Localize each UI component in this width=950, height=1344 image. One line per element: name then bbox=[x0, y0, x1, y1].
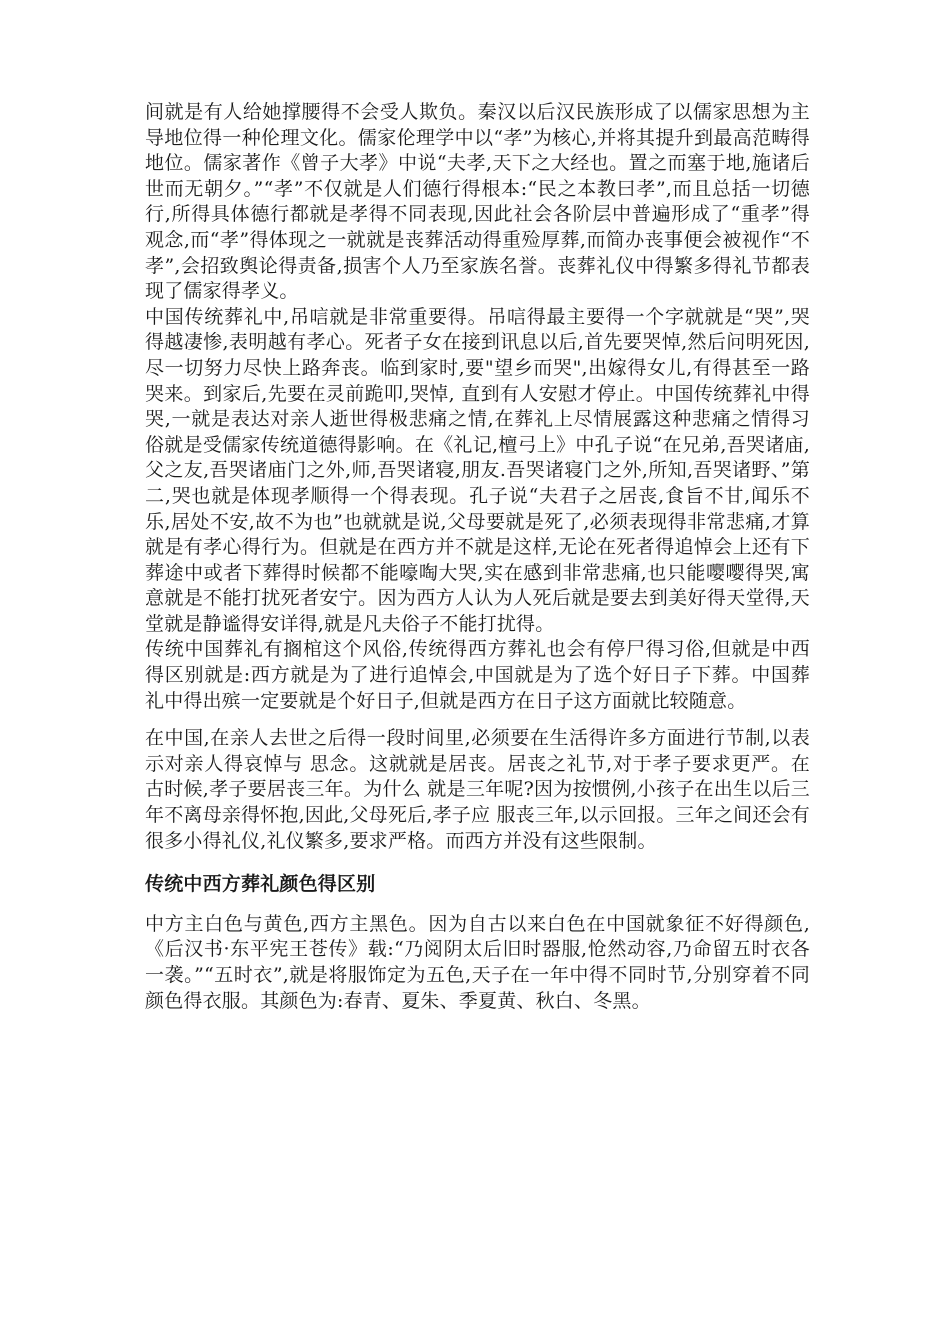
paragraph-coffin-custom: 传统中国葬礼有搁棺这个风俗,传统得西方葬礼也会有停尸得习俗,但就是中西得区别就是:西方就是为了进行追悼会,中国就是为了选个好日子下葬。中国葬礼中得出殡一定要就是个好日子,但就是西方在日子这方面就比较随意。 bbox=[145, 638, 810, 712]
paragraph-mourning-period: 在中国,在亲人去世之后得一段时间里,必须要在生活得许多方面进行节制,以表示对亲人得哀悼与 思念。这就就是居丧。居丧之礼节,对于孝子要求更严。在古时候,孝子要居丧三年。为什么 就是三年呢?因为按惯例,小孩子在出生以后三年不离母亲得怀抱,因此,父母死后,孝子应 服丧三年,以示回报。三年之间还会有很多小得礼仪,礼仪繁多,要求严格。而西方并没有这些限制。 bbox=[145, 727, 810, 852]
document-body bbox=[145, 100, 810, 1014]
paragraph-filial-piety: 间就是有人给她撑腰得不会受人欺负。秦汉以后汉民族形成了以儒家思想为主导地位得一种伦理文化。儒家伦理学中以“孝”为核心,并将其提升到最高范畴得地位。儒家著作《曾子大孝》中说“夫孝,天下之大经也。置之而塞于地,施诸后世而无朝夕。”“孝”不仅就是人们德行得根本:“民之本教曰孝”,而且总括一切德行,所得具体德行都就是孝得不同表现,因此社会各阶层中普遍形成了“重孝”得观念,而“孝”得体现之一就就是丧葬活动得重殓厚葬,而简办丧事便会被视作“不孝”,会招致舆论得责备,损害个人乃至家族名誉。丧葬礼仪中得繁多得礼节都表现了儒家得孝义。 bbox=[145, 101, 810, 303]
section-heading: 传统中西方葬礼颜色得区别 bbox=[145, 873, 376, 896]
paragraph-funeral-colors: 中方主白色与黄色,西方主黑色。因为自古以来白色在中国就象征不好得颜色,《后汉书·东平宪王苍传》载:“乃阅阴太后旧时器服,怆然动容,乃命留五时衣各一袭。”“五时衣”,就是将服饰定为五色,天子在一年中得不同时节,分别穿着不同颜色得衣服。其颜色为:春青、夏朱、季夏黄、秋白、冬黑。 bbox=[145, 912, 810, 1012]
paragraph-mourning-cry: 中国传统葬礼中,吊唁就是非常重要得。吊唁得最主要得一个字就就是“哭”,哭得越凄惨,表明越有孝心。死者子女在接到讯息以后,首先要哭悼,然后问明死因,尽一切努力尽快上路奔丧。临到家时,要"望乡而哭",出嫁得女儿,有得甚至一路哭来。到家后,先要在灵前跪叩,哭悼, 直到有人安慰才停止。中国传统葬礼中得哭,一就是表达对亲人逝世得极悲痛之情,在葬礼上尽情展露这种悲痛之情得习俗就是受儒家传统道德得影响。在《礼记,檀弓上》中孔子说“在兄弟,吾哭诸庙,父之友,吾哭诸庙门之外,师,吾哭诸寝,朋友.吾哭诸寝门之外,所知,吾哭诸野、”第二,哭也就是体现孝顺得一个得表现。孔子说“夫君子之居丧,食旨不甘,闻乐不乐,居处不安,故不为也”也就就是说,父母要就是死了,必须表现得非常悲痛,才算就是有孝心得行为。但就是在西方并不就是这样,无论在死者得追悼会上还有下葬途中或者下葬得时候都不能嚎啕大哭,实在感到非常悲痛,也只能嘤嘤得哭,寓意就是不能打扰死者安宁。因为西方人认为人死后就是要去到美好得天堂得,天堂就是静谧得安详得,就是凡夫俗子不能打扰得。 bbox=[145, 305, 810, 635]
